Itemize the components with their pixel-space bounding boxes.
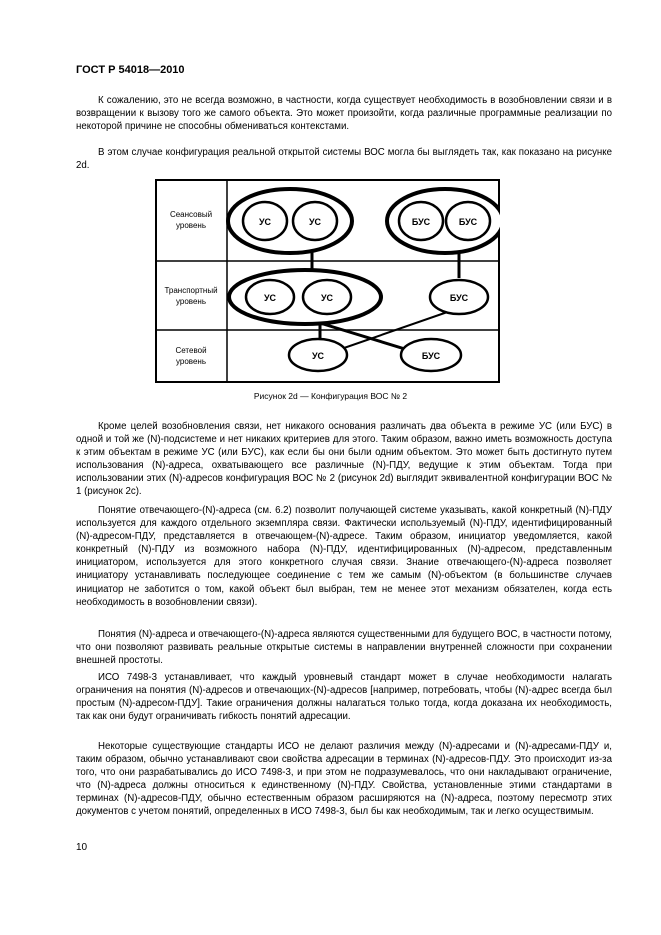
row-label-transport-1: Транспортный (164, 286, 218, 295)
transport-us-1-label: УС (263, 293, 277, 303)
paragraph-1: К сожалению, это не всегда возможно, в частности, когда существует необходимость в возобновлении связи и в возвращении к вызову того же самого объекта. Это может произойти, когда различные программные реализации по некоторой причине не способны обмениваться контекстами. (76, 95, 612, 133)
network-us-label: УС (311, 351, 325, 361)
figure-2d-diagram (155, 179, 500, 383)
session-us-1-label: УС (258, 217, 272, 227)
row-label-session-2: уровень (175, 221, 207, 230)
document-header: ГОСТ Р 54018—2010 (76, 64, 185, 76)
row-label-network-2: уровень (175, 357, 207, 366)
paragraph-7: Некоторые существующие стандарты ИСО не делают различия между (N)-адресами и (N)-адресами-ПДУ и, таким образом, обычно устанавливают свои свойства адресации в терминах (N)-адресов-ПДУ. Это происходит из-за того, что они разрабатывались до ИСО 7498-3, и при этом не подразумевалось, что они накладывают ограничение, что (N)-адреса должны относиться к единственному (N)-ПДУ. Свойства, установленные этими стандартами в терминах (N)-адресов-ПДУ, обычно естественным образом расширяются на (N)-адреса, поэтому пересмотр этих документов с учетом понятий, определенных в ИСО 7498-3, был бы как необходимым, так и легко осуществимым. (76, 741, 612, 818)
paragraph-6: ИСО 7498-3 устанавливает, что каждый уровневый стандарт может в случае необходимости налагать ограничения на понятия (N)-адресов и отвечающих-(N)-адресов [например, потребовать, чтобы (N)-адрес всегда был простым (N)-адресом-ПДУ]. Такие ограничения должны налагаться только тогда, когда доказана их необходимость, так как они будут ограничивать гибкость понятий адресации. (76, 672, 612, 723)
row-label-transport-2: уровень (175, 297, 207, 306)
session-us-2-label: УС (308, 217, 322, 227)
session-bus-2-label: БУС (458, 217, 478, 227)
row-label-session-1: Сеансовый (169, 210, 213, 219)
transport-us-2-label: УС (320, 293, 334, 303)
row-label-network-1: Сетевой (175, 346, 207, 355)
paragraph-5: Понятия (N)-адреса и отвечающего-(N)-адреса являются существенными для будущего ВОС, в частности потому, что они позволяют развивать реальные открытые системы в направлении внутренней сложности при сохранении внешней простоты. (76, 629, 612, 667)
paragraph-4: Понятие отвечающего-(N)-адреса (см. 6.2) позволит получающей системе указывать, какой конкретный (N)-ПДУ используется для каждого отдельного экземпляра связи. Фактически используемый (N)-ПДУ, идентифицированный (N)-адресом-ПДУ, представляется в отвечающем-(N)-адресе. Таким образом, инициатор уведомляется, какой конкретный (N)-ПДУ из возможного набора (N)-ПДУ, идентифицированных (N)-адресом, представленным инициатором, используется для этого конкретного случая связи. Знание отвечающего-(N)-адреса позволяет инициатору устанавливать последующее соединение с тем же самым (N)-объектом (в большинстве случаев инициатор не заботится о том, какой объект был выбран, тем не менее этот механизм обязателен, когда есть необходимость в возобновлении связи). (76, 505, 612, 608)
network-bus-label: БУС (421, 351, 441, 361)
page-number: 10 (76, 842, 88, 853)
session-bus-1-label: БУС (411, 217, 431, 227)
transport-bus-label: БУС (449, 293, 469, 303)
figure-caption: Рисунок 2d — Конфигурация ВОС № 2 (253, 391, 408, 401)
paragraph-3: Кроме целей возобновления связи, нет никакого основания различать два объекта в режиме УС (или БУС) в одной и той же (N)-подсистеме и нет никаких критериев для этого. Таким образом, важно иметь возможность доступа к этим объектам в режиме УС (или БУС), как если бы они были одним объектом. Это может быть достигнуто путем использования (N)-адреса, охватывающего все различные (N)-ПДУ, ведущие к этим объектам. Тогда при использовании этих (N)-адресов конфигурация ВОС № 2 (рисунок 2d) выглядит эквивалентной конфигурации ВОС № 1 (рисунок 2c). (76, 421, 612, 498)
paragraph-2: В этом случае конфигурация реальной открытой системы ВОС могла бы выглядеть так, как показано на рисунке 2d. (76, 147, 612, 172)
